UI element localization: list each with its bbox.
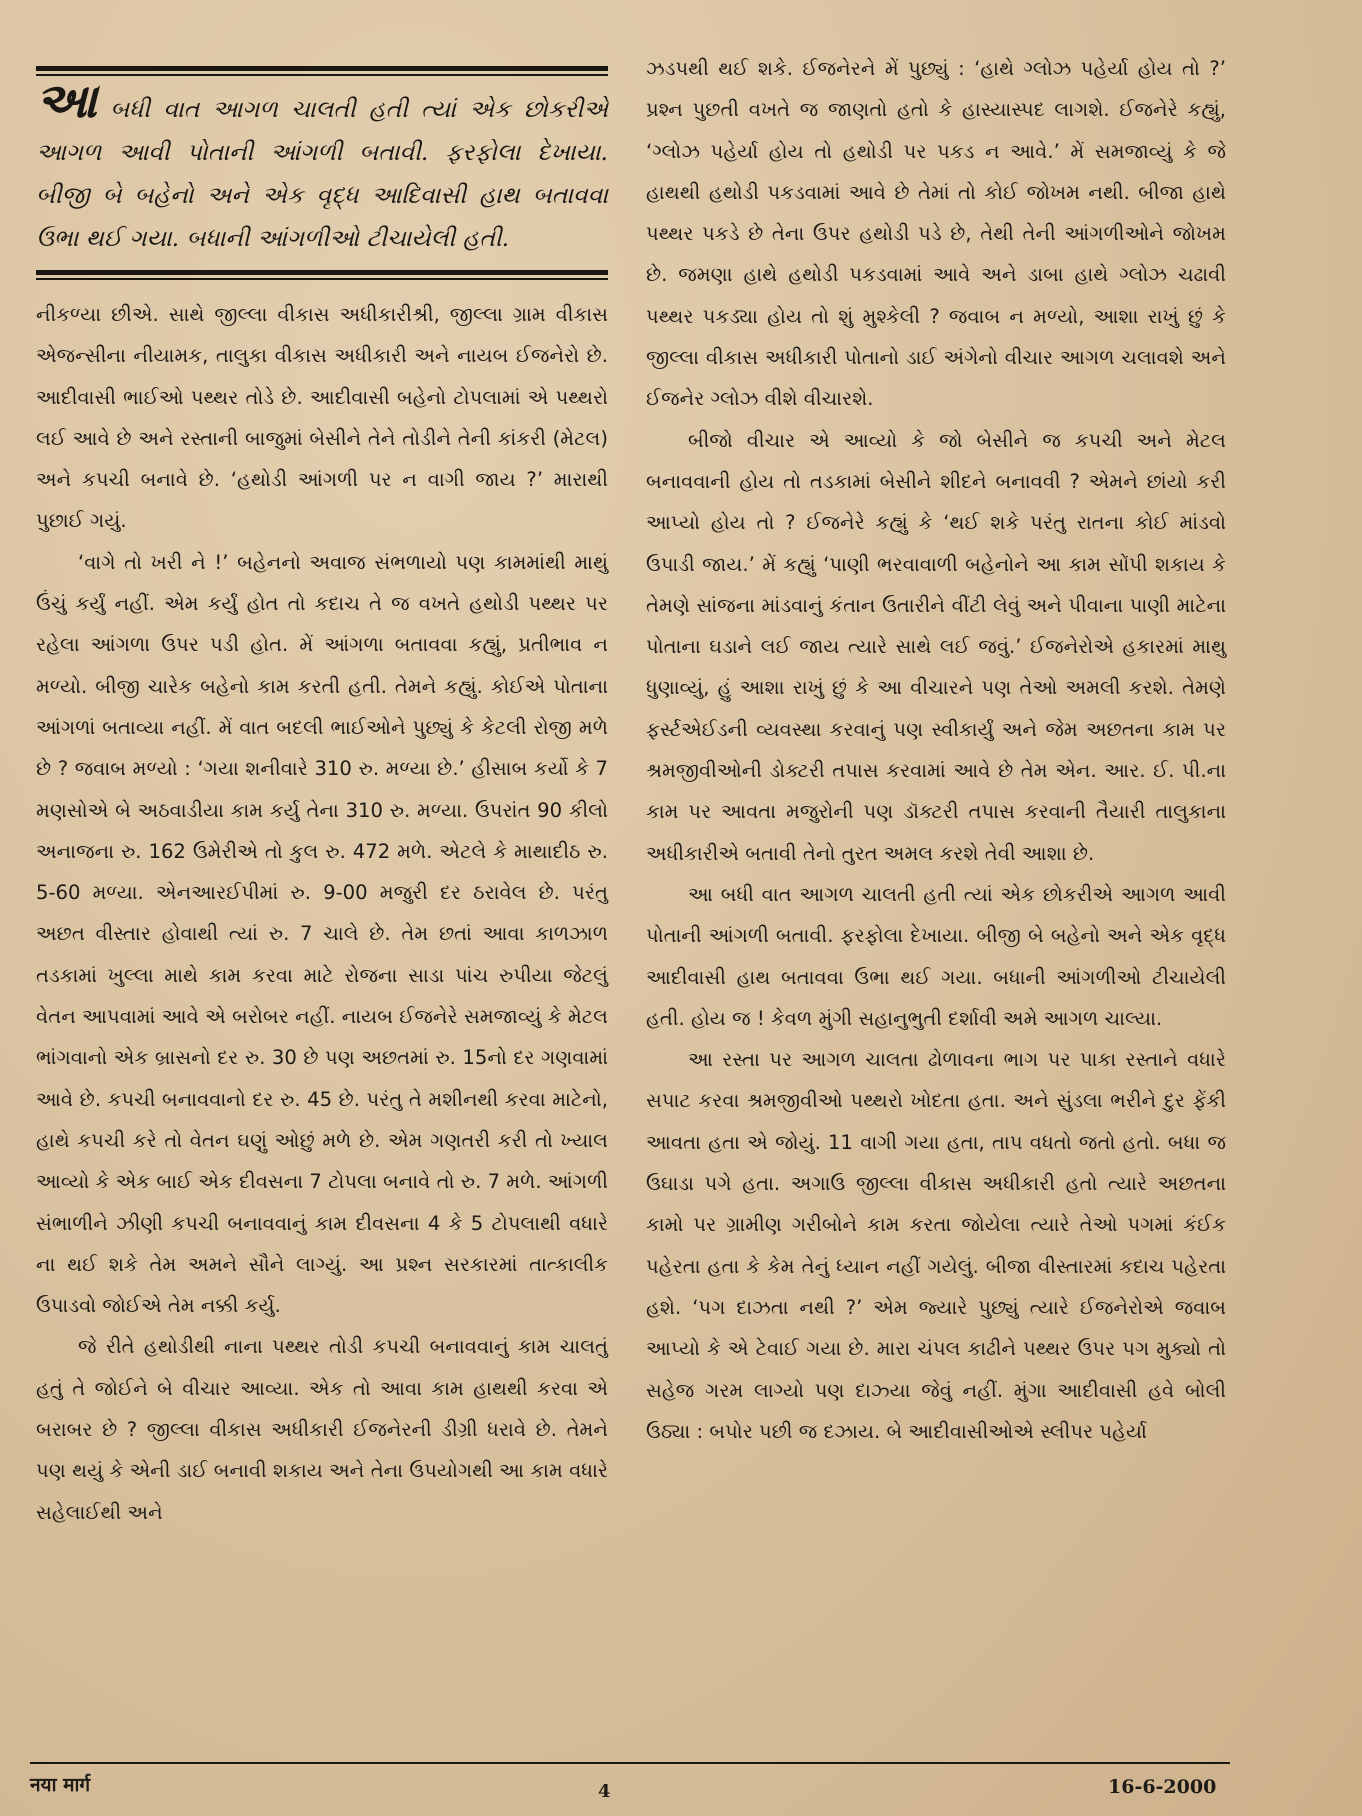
pull-quote-top-rule-thin xyxy=(36,74,608,76)
page-number: 4 xyxy=(598,1781,611,1802)
pull-quote-drop-cap: આ xyxy=(36,73,98,129)
paragraph: આ બધી વાત આગળ ચાલતી હતી ત્યાં એક છોકરીએ આગળ આવી પોતાની આંગળી બતાવી. ફરફોલા દેખાયા. બીજી બે બહેનો અને એક વૃદ્ધ આદીવાસી હાથ બતાવવા ઉભા થઈ ગયા. બધાની આંગળીઓ ટીચાયેલી હતી. હોય જ ! કેવળ મુંગી સહાનુભુતી દર્શાવી અમે આગળ ચાલ્યા. xyxy=(646,882,1226,1030)
paragraph: બીજો વીચાર એ આવ્યો કે જો બેસીને જ કપચી અને મેટલ બનાવવાની હોય તો તડકામાં બેસીને શીદને બનાવવી ? એમને છાંયો કરી આપ્યો હોય તો ? ઈજનેરે કહ્યું કે ‘થઈ શકે પરંતુ રાતના કોઈ માંડવો ઉપાડી જાય.’ મેં કહ્યું ‘પાણી ભરવાવાળી બહેનોને આ કામ સોંપી શકાય કે તેમણે સાંજના માંડવાનું કંતાન ઉતારીને વીંટી લેવું અને પીવાના પાણી માટેના પોતાના ઘડાને લઈ જાય ત્યારે સાથે લઈ જવું.’ ઈજનેરોએ હકારમાં માથુ ધુણાવ્યું, હું આશા રાખું છું કે આ વીચારને પણ તેઓ અમલી કરશે. તેમણે ફર્સ્ટએઈડની વ્યવસ્થા કરવાનું પણ સ્વીકાર્યું અને જેમ અછતના કામ પર શ્રમજીવીઓની ડોક્ટરી તપાસ કરવામાં આવે છે તેમ એન. આર. ઈ. પી.ના કામ પર આવતા મજુરોની પણ ડૉક્ટરી તપાસ કરવાની તૈયારી તાલુકાના અધીકારીએ બતાવી તેનો તુરત અમલ કરશે તેવી આશા છે. xyxy=(646,428,1227,865)
paragraph: ‘વાગે તો ખરી ને !’ બહેનનો અવાજ સંભળાયો પણ કામમાંથી માથું ઉંચું કર્યું નહીં. એમ કર્યું હોત તો કદાચ તે જ વખતે હથોડી પથ્થર પર રહેલા આંગળા ઉપર પડી હોત. મેં આંગળા બતાવવા કહ્યું, પ્રતીભાવ ન મળ્યો. બીજી ચારેક બહેનો કામ કરતી હતી. તેમને કહ્યું. કોઈએ પોતાના આંગળાં બતાવ્યા નહીં. મેં વાત બદલી ભાઈઓને પુછ્યું કે કેટલી રોજી મળે છે ? જવાબ મળ્યો : ‘ગયા શનીવારે 310 રુ. મળ્યા છે.’ હીસાબ કર્યો કે 7 મણસોએ બે અઠવાડીયા કામ કર્યુ તેના 310 રુ. મળ્યા. ઉપરાંત 90 કીલો અનાજના રુ. 162 ઉમેરીએ તો કુલ રુ. 472 મળે. એટલે કે માથાદીઠ રુ. 5-60 મળ્યા. એનઆરઈપીમાં રુ. 9-00 મજુરી દર ઠરાવેલ છે. પરંતુ અછત વીસ્તાર હોવાથી ત્યાં રુ. 7 ચાલે છે. તેમ છતાં આવા કાળઝાળ તડકામાં ખુલ્લા માથે કામ કરવા માટે રોજના સાડા પાંચ રુપીયા જેટલું વેતન આપવામાં આવે એ બરોબર નહીં. નાયબ ઈજનેરે સમજાવ્યું કે મેટલ ભાંગવાનો એક બ્રાસનો દર રુ. 30 છે પણ અછતમાં રુ. 15નો દર ગણવામાં આવે છે. કપચી બનાવવાનો દર રુ. 45 છે. પરંતુ તે મશીનથી કરવા માટેનો, હાથે કપચી કરે તો વેતન ઘણું ઓછું મળે છે. એમ ગણતરી કરી તો ખ્યાલ આવ્યો કે એક બાઈ એક દીવસના 7 ટોપલા બનાવે તો રુ. 7 મળે. આંગળી સંભાળીને ઝીણી કપચી બનાવવાનું કામ દીવસના 4 કે 5 ટોપલાથી વધારે ના થઈ શકે તેમ અમને સૌને લાગ્યું. આ પ્રશ્ન સરકારમાં તાત્કાલીક ઉપાડવો જોઈએ તેમ નક્કી કર્યુ. xyxy=(36,550,608,1318)
pull-quote-top-rule xyxy=(36,66,608,71)
right-column xyxy=(646,48,1226,1452)
issue-date: 16-6-2000 xyxy=(1108,1776,1217,1798)
paragraph: નીકળ્યા છીએ. સાથે જીલ્લા વીકાસ અધીકારીશ્રી, જીલ્લા ગ્રામ વીકાસ એજન્સીના નીયામક, તાલુકા વીકાસ અધીકારી અને નાયબ ઈજનેરો છે. આદીવાસી ભાઈઓ પથ્થર તોડે છે. આદીવાસી બહેનો ટોપલામાં એ પથ્થરો લઈ આવે છે અને રસ્તાની બાજુમાં બેસીને તેને તોડીને તેની કાંકરી (મેટલ) અને કપચી બનાવે છે. ‘હથોડી આંગળી પર ન વાગી જાય ?’ મારાથી પુછાઈ ગયું. xyxy=(36,303,608,533)
left-column-body xyxy=(36,294,608,1533)
paragraph: જે રીતે હથોડીથી નાના પથ્થર તોડી કપચી બનાવવાનું કામ ચાલતું હતું તે જોઈને બે વીચાર આવ્યા. એક તો આવા કામ હાથથી કરવા એ બરાબર છે ? જીલ્લા વીકાસ અધીકારી ઈજનેરની ડીગ્રી ધરાવે છે. તેમને પણ થયું કે એની ડાઈ બનાવી શકાય અને તેના ઉપયોગથી આ કામ વધારે સહેલાઈથી અને xyxy=(36,1335,608,1524)
footer-rule xyxy=(30,1762,1230,1764)
pull-quote-text: બધી વાત આગળ ચાલતી હતી ત્યાં એક છોકરીએ આગળ આવી પોતાની આંગળી બતાવી. ફરફોલા દેખાયા. બીજી બે બહેનો અને એક વૃદ્ધ આદિવાસી હાથ બતાવવા ઉભા થઈ ગયા. બધાની આંગળીઓ ટીચાયેલી હતી. xyxy=(36,95,608,252)
paragraph: આ રસ્તા પર આગળ ચાલતા ઢોળાવના ભાગ પર પાકા રસ્તાને વધારે સપાટ કરવા શ્રમજીવીઓ પથ્થરો ખોદતા હતા. અને સુંડલા ભરીને દુર ફેંકી આવતા હતા એ જોયું. 11 વાગી ગયા હતા, તાપ વધતો જતો હતો. બધા જ ઉઘાડા પગે હતા. અગાઉ જીલ્લા વીકાસ અધીકારી હતો ત્યારે અછતના કામો પર ગ્રામીણ ગરીબોને કામ કરતા જોયેલા ત્યારે તેઓ પગમાં કંઈક પહેરતા હતા કે કેમ તેનું ધ્યાન નહીં ગયેલું. બીજા વીસ્તારમાં કદાચ પહેરતા હશે. ‘પગ દાઝતા નથી ?’ એમ જ્યારે પુછ્યું ત્યારે ઈજનેરોએ જવાબ આપ્યો કે એ ટેવાઈ ગયા છે. મારા ચંપલ કાઢીને પથ્થર ઉપર પગ મુક્યો તો સહેજ ગરમ લાગ્યો પણ દાઝ્યા જેવું નહીં. મુંગા આદીવાસી હવે બોલી ઉઠ્યા : બપોર પછી જ દઝાય. બે આદીવાસીઓએ સ્લીપર પહેર્યા xyxy=(646,1048,1226,1443)
publication-name: नया मार्ग xyxy=(30,1774,91,1796)
pull-quote-bottom-rule-thin xyxy=(36,278,608,280)
paragraph: ઝડપથી થઈ શકે. ઈજનેરને મેં પુછ્યું : ‘હાથે ગ્લોઝ પહેર્યા હોય તો ?’ પ્રશ્ન પુછતી વખતે જ જાણતો હતો કે હાસ્યાસ્પદ લાગશે. ઈજનેરે કહ્યું, ‘ગ્લોઝ પહેર્યા હોય તો હથોડી પર પકડ ન આવે.’ મેં સમજાવ્યું કે જે હાથથી હથોડી પકડવામાં આવે છે તેમાં તો કોઈ જોખમ નથી. બીજા હાથે પથ્થર પકડે છે તેના ઉપર હથોડી પડે છે, તેથી તેની આંગળીઓને જોખમ છે. જમણા હાથે હથોડી પકડવામાં આવે અને ડાબા હાથે ગ્લોઝ ચઢાવી પથ્થર પકડ્યા હોય તો શું મુશ્કેલી ? જવાબ ન મળ્યો, આશા રાખું છું કે જીલ્લા વીકાસ અધીકારી પોતાનો ડાઈ અંગેનો વીચાર આગળ ચલાવશે અને ઈજનેર ગ્લોઝ વીશે વીચારશે. xyxy=(646,57,1226,411)
pull-quote-bottom-rule xyxy=(36,270,608,275)
pull-quote xyxy=(36,73,608,260)
left-column xyxy=(36,66,608,1533)
